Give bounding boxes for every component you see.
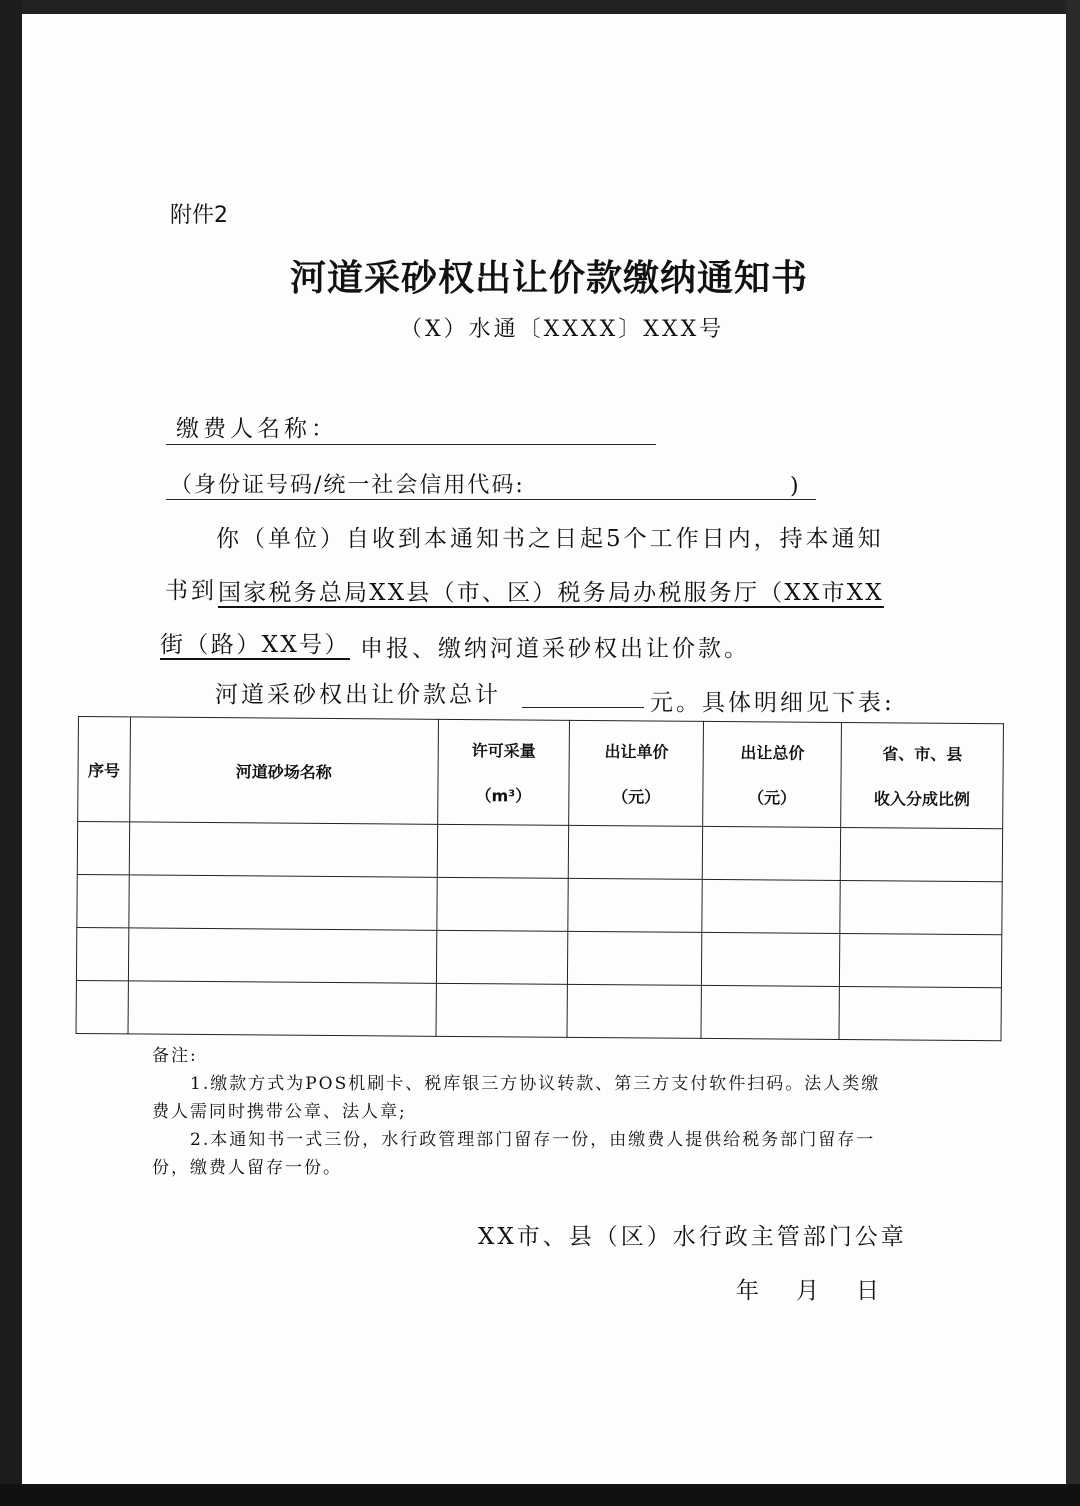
date-line (736, 1272, 916, 1305)
table-row (76, 980, 1001, 1040)
body-paragraph-line3: 申报、缴纳河道采砂权出让价款。 (360, 636, 750, 662)
body-paragraph-line2-prefix: 书到 (165, 578, 217, 604)
date-year: 年 (736, 1278, 762, 1304)
note-1-line-2: 费人需同时携带公章、法人章; (152, 1102, 407, 1122)
document-title: 河道采砂权出让价款缴纳通知书 (290, 258, 809, 299)
scan-border-top (0, 0, 1080, 14)
id-code-label: （身份证号码/统一社会信用代码: (170, 473, 525, 498)
document-number: （X）水通〔XXXX〕XXX号 (400, 317, 725, 342)
header-permitted-volume: 许可采量 （m³） (437, 719, 570, 825)
total-amount-blank (522, 707, 644, 708)
payer-name-label: 缴费人名称： (176, 416, 338, 442)
header-total-price: 出让总价 （元） (703, 721, 842, 827)
total-amount-label: 河道采砂权出让价款总计 (215, 682, 501, 708)
id-code-close-paren: ) (790, 474, 799, 499)
note-2-line-1: 2.本通知书一式三份，水行政管理部门留存一份，由缴费人提供给税务部门留存一 (190, 1130, 876, 1150)
note-2-line-2: 份，缴费人留存一份。 (152, 1158, 342, 1178)
body-paragraph-line1: 你（单位）自收到本通知书之日起5个工作日内，持本通知 (216, 526, 884, 552)
header-serial-number: 序号 (78, 717, 131, 822)
notes-heading: 备注: (152, 1046, 198, 1066)
header-sand-site-name: 河道砂场名称 (130, 717, 438, 824)
scan-border-bottom (0, 1484, 1080, 1506)
date-day: 日 (856, 1278, 882, 1304)
table-row (77, 822, 1002, 882)
id-code-blank (166, 499, 816, 500)
scan-border-left (0, 0, 22, 1506)
table-row (76, 927, 1001, 987)
scan-border-right (1066, 0, 1080, 1506)
table-header-row (78, 717, 1004, 829)
total-amount-suffix: 元。具体明细见下表: (650, 690, 895, 716)
official-seal-text: XX市、县（区）水行政主管部门公章 (478, 1224, 907, 1250)
table-row (77, 874, 1002, 934)
detail-table (76, 716, 1004, 1041)
header-unit-price: 出让单价 （元） (569, 720, 704, 826)
tax-office-street: 街（路）XX号） (160, 632, 350, 658)
note-1-line-1: 1.缴款方式为POS机刷卡、税库银三方协议转款、第三方支付软件扫码。法人类缴 (190, 1074, 881, 1094)
header-revenue-share: 省、市、县 收入分成比例 (841, 722, 1004, 828)
attachment-label: 附件2 (170, 203, 228, 228)
payer-name-blank (166, 444, 656, 445)
date-month: 月 (796, 1278, 822, 1304)
tax-office-address: 国家税务总局XX县（市、区）税务局办税服务厅（XX市XX (218, 580, 884, 606)
